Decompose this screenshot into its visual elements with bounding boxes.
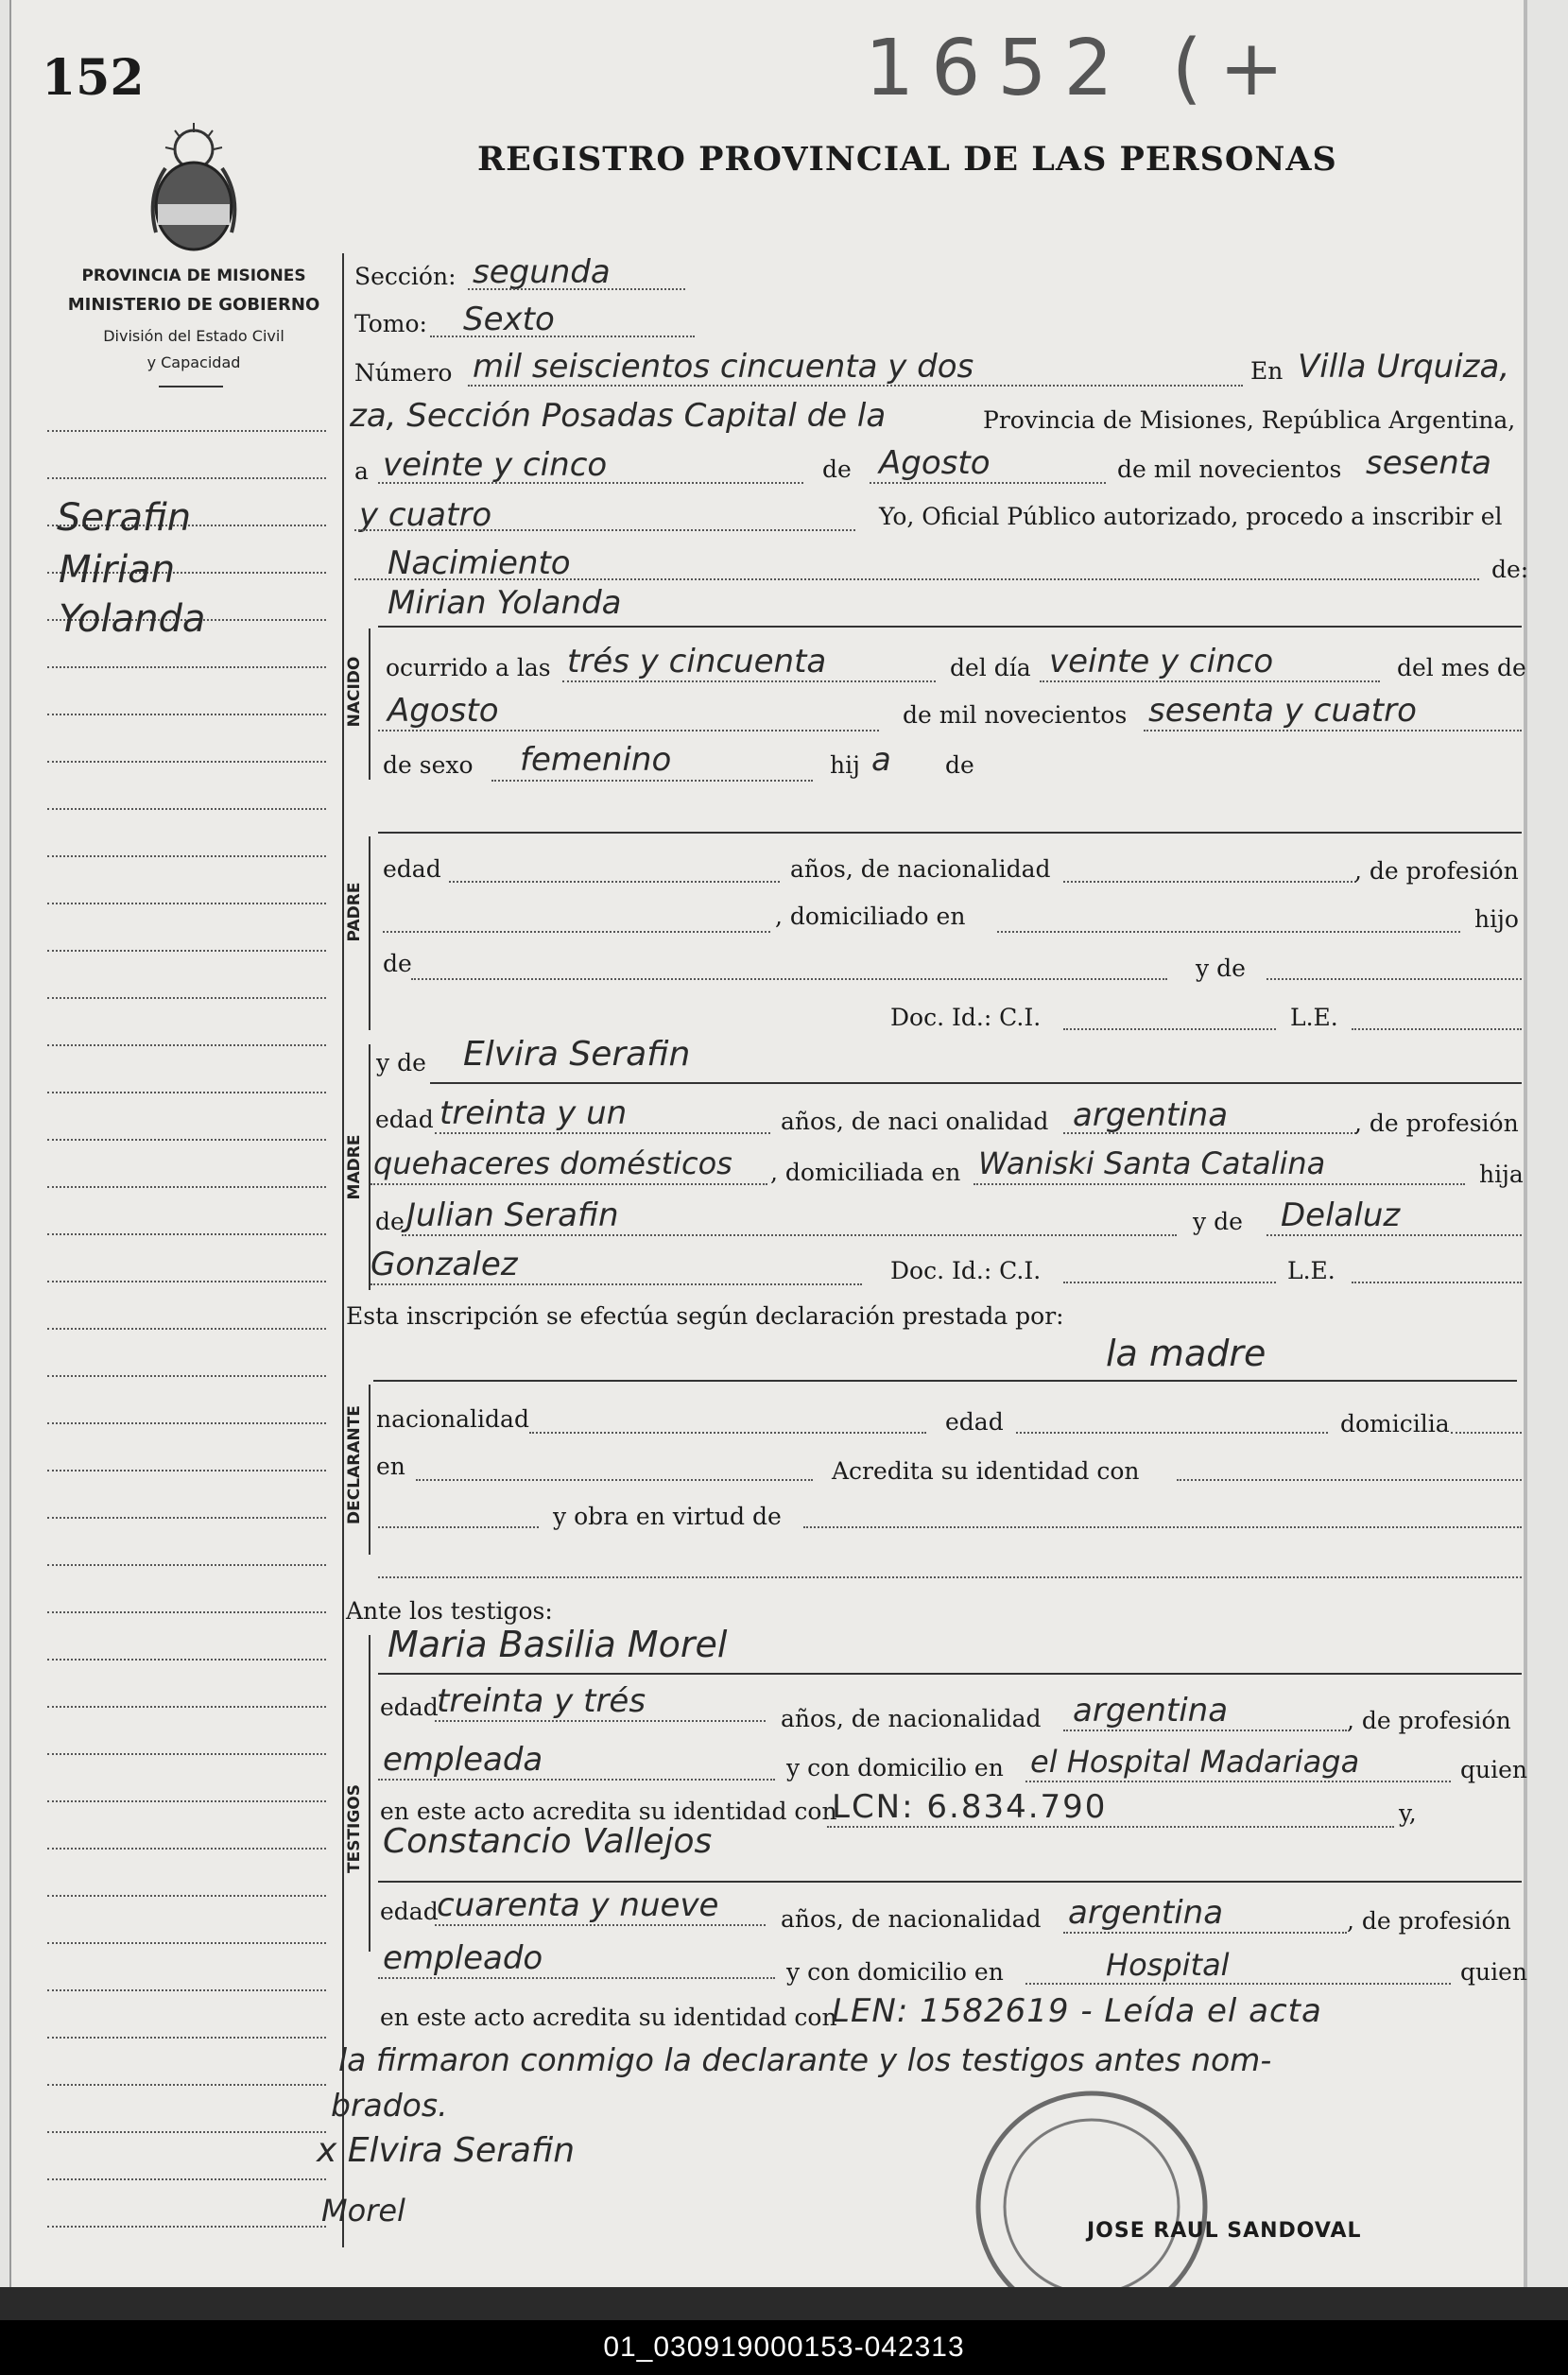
declarante-section-label: DECLARANTE [345, 1405, 364, 1524]
image-id-label: 01_030919000153-042313 [603, 2332, 965, 2363]
sexo-label: de sexo [383, 751, 474, 779]
testigo2-doc: LEN: 1582619 - Leída el acta [832, 1992, 1322, 2030]
margin-ruled-line [47, 1517, 326, 1519]
margin-ruled-line [47, 666, 326, 668]
testigo1-nacionalidad: argentina [1073, 1692, 1229, 1730]
closing-line-1: la firmaron conmigo la declarante y los testigos antes nom- [338, 2041, 1272, 2078]
madre-section-label: MADRE [345, 1134, 364, 1200]
scan-edge [0, 2287, 1568, 2320]
nacido-section-label: NACIDO [345, 656, 364, 728]
margin-ruled-line [47, 430, 326, 432]
t1-nac-line [1063, 1730, 1347, 1731]
padre-le-line [1352, 1028, 1522, 1030]
madre-nacionalidad: argentina [1073, 1096, 1229, 1134]
margin-ruled-line [47, 1092, 326, 1093]
padre-anios-label: años, de nacionalidad [790, 855, 1051, 883]
padre-doc-label: Doc. Id.: C.I. [890, 1004, 1042, 1031]
padre-hijo-label: hijo [1474, 905, 1519, 933]
margin-ruled-line [47, 1044, 326, 1046]
madre-de-label: de [375, 1208, 405, 1235]
margin-ruled-line [47, 1706, 326, 1708]
padre-domicilio-line [997, 931, 1460, 933]
t1-anios-label: años, de nacionalidad [781, 1705, 1042, 1732]
margin-ruled-line [47, 1186, 326, 1188]
declarante-en-label: en [376, 1453, 405, 1480]
oficial-stamp-name: JOSE RAUL SANDOVAL [1087, 2219, 1362, 2243]
testigo2-edad: cuarenta y nueve [437, 1886, 719, 1924]
seccion-value: segunda [473, 253, 611, 291]
margin-ruled-line [47, 2131, 326, 2133]
madre-profesion-line [370, 1183, 767, 1185]
fecha-mil-label: de mil novecientos [1117, 456, 1342, 483]
declarante-obra-line [803, 1526, 1522, 1528]
t1-profesion-line [378, 1779, 775, 1781]
nacido-nombre-line [378, 626, 1522, 628]
declarante-bracket [369, 1385, 370, 1555]
tomo-value: Sexto [463, 301, 555, 338]
margin-ruled-line [47, 1422, 326, 1424]
margin-ruled-line [47, 1328, 326, 1330]
madre-y-de2-label: y de [1193, 1208, 1243, 1235]
t2-edad-label: edad [380, 1898, 439, 1925]
madre-nombre-line [430, 1082, 1522, 1084]
hora-line [562, 680, 936, 682]
signature-declarante: x Elvira Serafin [317, 2131, 576, 2170]
org-ministry: MINISTERIO DE GOBIERNO [67, 295, 320, 315]
hij-label: hij [830, 751, 860, 779]
margin-ruled-line [47, 1848, 326, 1850]
declarante-domicilia-label: domicilia [1340, 1410, 1450, 1437]
margin-ruled-line [47, 997, 326, 999]
fecha-anio: sesenta [1366, 444, 1491, 482]
ocurrido-label: ocurrido a las [386, 654, 551, 681]
del-dia-label: del día [950, 654, 1031, 681]
padre-nac-line [1063, 881, 1356, 883]
padre-doc-line [1063, 1028, 1276, 1030]
madre-domiciliada-label: , domiciliada en [770, 1159, 961, 1186]
stamped-act-number: 1652 (+ [865, 24, 1301, 113]
madre-hija-label: hija [1479, 1161, 1524, 1188]
declarante-domicilia-line [1451, 1432, 1522, 1434]
t1-edad-label: edad [380, 1694, 439, 1721]
place-continuation: za, Sección Posadas Capital de la [350, 397, 887, 435]
margin-ruled-line [47, 2084, 326, 2086]
image-id-bar [0, 2320, 1568, 2375]
anio-cont-line [354, 529, 855, 531]
margin-ruled-line [47, 903, 326, 904]
declarante-por-line [373, 1380, 1517, 1382]
margin-ruled-line [47, 1800, 326, 1802]
madre-edad-label: edad [375, 1106, 434, 1133]
del-mes-label: del mes de [1397, 654, 1526, 681]
testigo1-nombre-line [378, 1673, 1522, 1675]
t2-acredita-label: en este acto acredita su identidad con [380, 2004, 837, 2031]
margin-ruled-line [47, 808, 326, 810]
sexo-line [491, 780, 813, 782]
declarante-nac-line [529, 1432, 926, 1434]
fecha-dia: veinte y cinco [383, 446, 608, 484]
margin-ruled-line [47, 2178, 326, 2180]
testigo2-profesion: empleado [383, 1939, 543, 1977]
fecha-de-label: de [822, 456, 852, 483]
t1-edad-line [435, 1720, 766, 1722]
padre-edad-line [449, 881, 780, 883]
declarante-obra-label: y obra en virtud de [553, 1503, 782, 1530]
nacido-dia: veinte y cinco [1049, 643, 1274, 680]
padre-le-label: L.E. [1290, 1004, 1338, 1031]
t2-profesion-label: , de profesión [1347, 1907, 1511, 1935]
testigos-bracket [369, 1635, 370, 1952]
declarante-en-line [416, 1479, 813, 1481]
madre-madre-nombre-cont: Gonzalez [370, 1246, 518, 1283]
t2-edad-line [435, 1924, 766, 1926]
declaracion-intro: Esta inscripción se efectúa según declaración prestada por: [346, 1302, 1064, 1330]
numero-line [468, 385, 1243, 387]
madre-domicilio-line [974, 1183, 1465, 1185]
t1-acredita-label: en este acto acredita su identidad con [380, 1798, 837, 1825]
provincia-text: Provincia de Misiones, República Argentina, [983, 406, 1516, 434]
nacido-de-label: de [945, 751, 974, 779]
tipo-inscripcion: Nacimiento [388, 544, 571, 582]
madre-cont-line [370, 1283, 862, 1285]
t1-quien-label: quien [1460, 1756, 1527, 1783]
tipo-line [354, 578, 1479, 580]
madre-doc-label: Doc. Id.: C.I. [890, 1257, 1042, 1284]
margin-ruled-line [47, 1611, 326, 1613]
margin-ruled-line [47, 477, 326, 479]
seccion-line [468, 288, 685, 290]
margin-ruled-line [47, 1375, 326, 1377]
t2-nac-line [1063, 1932, 1347, 1934]
anio-line [1144, 730, 1522, 731]
madre-edad: treinta y un [439, 1094, 628, 1132]
margin-ruled-line [47, 855, 326, 857]
t1-domicilio-label: y con domicilio en [786, 1754, 1004, 1781]
margin-divider [342, 253, 344, 2247]
closing-line-2: brados. [331, 2087, 448, 2124]
testigo2-nombre: Constancio Vallejos [383, 1822, 713, 1861]
t2-profesion-line [378, 1977, 775, 1979]
padre-de-label: de [383, 950, 412, 977]
coat-of-arms-icon [142, 121, 246, 255]
margin-ruled-line [47, 2226, 326, 2228]
de-colon-label: de: [1491, 556, 1529, 583]
declarante-por: la madre [1106, 1333, 1266, 1374]
margin-ruled-line [47, 1895, 326, 1897]
margin-ruled-line [47, 1659, 326, 1661]
margin-ruled-line [47, 1233, 326, 1235]
margin-ruled-line [47, 714, 326, 715]
margin-note-second-name: Yolanda [59, 597, 206, 641]
padre-bracket [369, 836, 370, 1030]
dia-line [1040, 680, 1380, 682]
padre-de-line [411, 978, 1167, 980]
nacido-mes: Agosto [388, 692, 499, 730]
org-capacity: y Capacidad [146, 353, 241, 371]
official-seal-icon [950, 2074, 1233, 2292]
margin-ruled-line [47, 950, 326, 952]
testigo2-nombre-line [378, 1881, 1522, 1883]
folio-number: 152 [42, 49, 145, 107]
padre-domiciliado-label: , domiciliado en [775, 903, 966, 930]
padre-section-label: PADRE [345, 882, 364, 942]
seccion-label: Sección: [354, 263, 457, 290]
testigo2-domicilio: Hospital [1106, 1947, 1230, 1983]
en-label: En [1250, 357, 1284, 385]
madre-nac-line [1063, 1132, 1356, 1134]
margin-ruled-line [47, 1942, 326, 1944]
madre-profesion-label: , de profesión [1354, 1110, 1519, 1137]
padre-y-de-label: y de [1196, 955, 1246, 982]
madre-madre-nombre: Delaluz [1281, 1196, 1401, 1234]
testigos-section-label: TESTIGOS [345, 1783, 364, 1874]
t1-y-label: y, [1399, 1799, 1417, 1827]
numero-value: mil seiscientos cincuenta y dos [473, 348, 974, 386]
madre-le-line [1352, 1282, 1522, 1283]
testigo1-edad: treinta y trés [437, 1682, 646, 1720]
madre-y-de-label: y de [376, 1049, 426, 1076]
declarante-obra-pre-line [378, 1526, 539, 1528]
org-underline [159, 386, 223, 387]
padre-edad-label: edad [383, 855, 441, 883]
signature-witness: Morel [321, 2193, 405, 2229]
tomo-label: Tomo: [354, 310, 427, 337]
madre-profesion: quehaceres domésticos [373, 1145, 732, 1181]
fecha-dia-line [378, 482, 803, 484]
madre-domicilio: Waniski Santa Catalina [978, 1145, 1326, 1181]
margin-ruled-line [47, 1470, 326, 1471]
madre-le-label: L.E. [1287, 1257, 1335, 1284]
madre-padre-nombre: Julian Serafin [406, 1196, 619, 1234]
t1-domicilio-line [1025, 1781, 1451, 1782]
margin-ruled-line [47, 1564, 326, 1566]
oficial-text: Yo, Oficial Público autorizado, procedo a inscribir el [879, 503, 1503, 530]
hij-suffix: a [871, 741, 891, 779]
declarante-extra-line [378, 1576, 1522, 1578]
nacido-sexo: femenino [520, 741, 672, 779]
margin-ruled-line [47, 2037, 326, 2039]
nacido-bracket [369, 628, 370, 780]
t1-profesion-label: , de profesión [1347, 1707, 1511, 1734]
padre-top-line [378, 832, 1522, 834]
nacido-hora: trés y cincuenta [567, 643, 827, 680]
nacido-anio: sesenta y cuatro [1148, 692, 1417, 730]
testigo2-nacionalidad: argentina [1068, 1894, 1224, 1932]
margin-ruled-line [47, 1753, 326, 1755]
a-label: a [354, 457, 369, 485]
declarante-edad-line [1016, 1432, 1328, 1434]
nacido-nombre: Mirian Yolanda [388, 584, 622, 622]
org-division: División del Estado Civil [103, 327, 284, 345]
declarante-edad-label: edad [945, 1408, 1004, 1436]
margin-note-surname: Serafin [57, 496, 192, 540]
margin-ruled-line [47, 761, 326, 763]
t2-domicilio-label: y con domicilio en [786, 1958, 1004, 1986]
declarante-acredita-line [1177, 1479, 1522, 1481]
testigo1-domicilio: el Hospital Madariaga [1030, 1744, 1360, 1780]
margin-ruled-line [47, 1989, 326, 1991]
declarante-nacionalidad-label: nacionalidad [376, 1405, 529, 1433]
t2-quien-label: quien [1460, 1958, 1527, 1986]
t2-domicilio-line [1025, 1983, 1451, 1985]
t1-doc-line [827, 1826, 1394, 1828]
madre-nombre: Elvira Serafin [463, 1035, 691, 1074]
tomo-line [430, 336, 695, 337]
fecha-mes: Agosto [879, 444, 991, 482]
t2-anios-label: años, de nacionalidad [781, 1905, 1042, 1933]
madre-y-de-line [1266, 1234, 1522, 1236]
testigos-intro: Ante los testigos: [346, 1597, 553, 1625]
madre-edad-line [435, 1132, 770, 1134]
madre-de-line [402, 1234, 1177, 1236]
padre-profesion-line [383, 931, 770, 933]
numero-label: Número [354, 359, 453, 387]
testigo1-profesion: empleada [383, 1741, 543, 1779]
declarante-acredita-label: Acredita su identidad con [832, 1457, 1140, 1485]
madre-anios-label: años, de naci onalidad [781, 1108, 1049, 1135]
margin-ruled-line [47, 1139, 326, 1141]
margin-note-first-name: Mirian [59, 548, 176, 592]
margin-ruled-line [47, 1281, 326, 1282]
mes-line [378, 730, 879, 731]
en-value: Villa Urquiza, [1298, 348, 1510, 386]
de-mil-label: de mil novecientos [903, 701, 1128, 729]
fecha-mes-line [870, 482, 1106, 484]
org-province: PROVINCIA DE MISIONES [81, 267, 306, 285]
register-title: REGISTRO PROVINCIAL DE LAS PERSONAS [477, 140, 1337, 179]
anio-continuation: y cuatro [359, 496, 492, 534]
madre-doc-line [1063, 1282, 1276, 1283]
padre-y-de-line [1266, 978, 1522, 980]
testigo1-nombre: Maria Basilia Morel [388, 1624, 728, 1665]
padre-profesion-label: , de profesión [1354, 857, 1519, 885]
testigo1-doc: LCN: 6.834.790 [832, 1788, 1108, 1826]
